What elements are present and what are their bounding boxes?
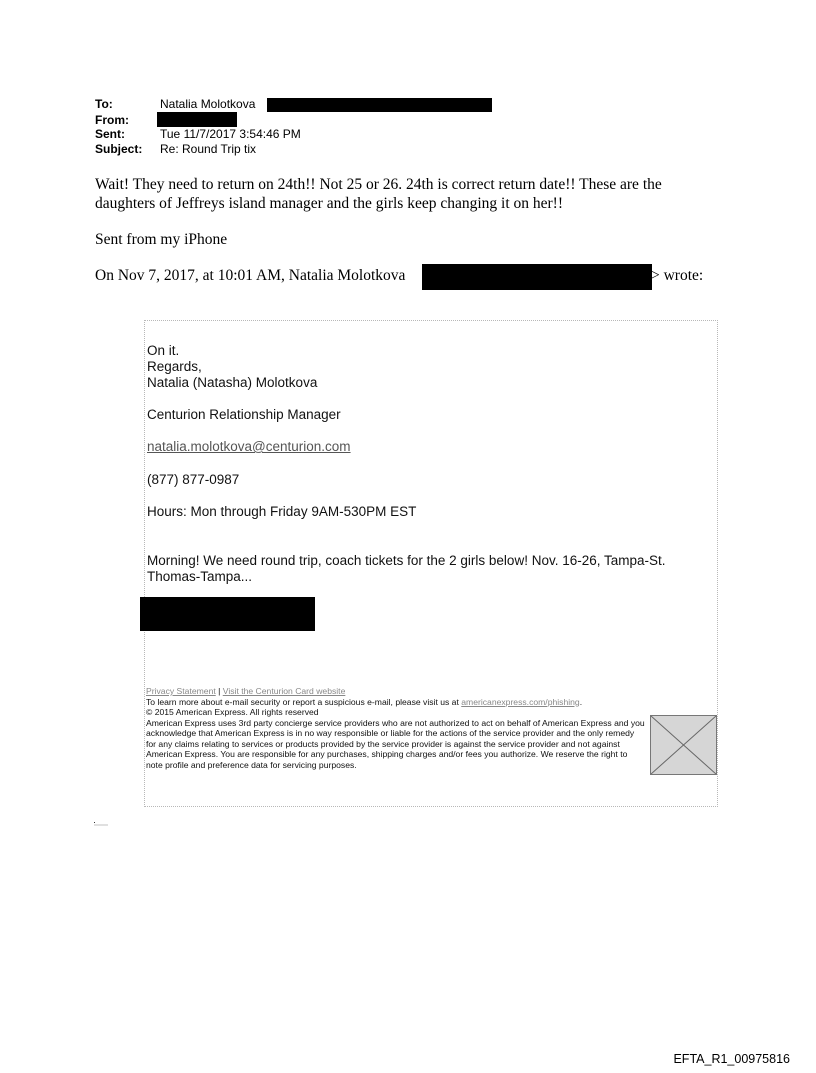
footer-copyright: © 2015 American Express. All rights reserved — [146, 707, 319, 717]
amex-footer — [146, 686, 646, 770]
stray-mark — [94, 822, 108, 826]
quoted-line-regards: Regards, — [147, 359, 202, 374]
footer-disclaimer: American Express uses 3rd party concierge service providers who are not authorized to act on behalf of American Express and you acknowledge that American Express is in no way responsible or liable for the actions of the service provider and the only remedy for any claims relating to services or products provided by the service provider is against the service provider and not against American Express. You are responsible for any purchases, shipping charges and/or fees you authorize. We reserve the right to note profile and preference data for servicing purposes. — [146, 717, 645, 770]
footer-separator: | — [218, 686, 221, 696]
privacy-statement-link[interactable]: Privacy Statement — [146, 686, 216, 696]
footer-security-text: To learn more about e-mail security or report a suspicious e-mail, please visit us at — [146, 696, 459, 707]
to-value: Natalia Molotkova — [160, 97, 256, 111]
quoted-job-title: Centurion Relationship Manager — [147, 407, 341, 422]
phishing-link[interactable]: americanexpress.com/phishing — [461, 696, 580, 707]
quoted-request-line1: Morning! We need round trip, coach tickets for the 2 girls below! Nov. 16-26, Tampa-St. — [147, 553, 666, 568]
quoted-email-link[interactable]: natalia.molotkova@centurion.com — [147, 439, 351, 454]
document-id: EFTA_R1_00975816 — [673, 1052, 790, 1066]
redaction-quote-email — [422, 264, 652, 290]
quote-wrote: > wrote: — [651, 267, 704, 284]
quote-intro: On Nov 7, 2017, at 10:01 AM, Natalia Molotkova — [95, 267, 406, 284]
broken-image-icon — [650, 715, 717, 775]
quoted-line-on-it: On it. — [147, 343, 180, 358]
signature: Sent from my iPhone — [95, 231, 228, 248]
sent-value: Tue 11/7/2017 3:54:46 PM — [160, 127, 301, 141]
visit-centurion-link[interactable]: Visit the Centurion Card website — [222, 686, 346, 696]
quoted-sender-name: Natalia (Natasha) Molotkova — [147, 375, 318, 390]
subject-value: Re: Round Trip tix — [160, 142, 257, 156]
footer-period: . — [579, 696, 583, 707]
subject-label: Subject: — [95, 142, 143, 156]
body-paragraph: Wait! They need to return on 24th!! Not 25 or 26. 24th is correct return date!! These are the daughters of Jeffreys island manager and the girls keep changing it on her!! — [95, 176, 662, 212]
image-placeholder-cross — [651, 716, 716, 774]
to-label: To: — [95, 97, 113, 111]
quoted-phone: (877) 877-0987 — [147, 472, 240, 487]
redaction-from — [157, 112, 237, 127]
footer-security-row — [146, 697, 646, 708]
redaction-to-email — [267, 98, 492, 112]
quoted-request-line2: Thomas-Tampa... — [147, 569, 253, 584]
from-label: From: — [95, 113, 129, 127]
footer-links-row — [146, 686, 646, 697]
quoted-hours: Hours: Mon through Friday 9AM-530PM EST — [147, 504, 417, 519]
redaction-names — [140, 597, 315, 631]
sent-label: Sent: — [95, 127, 125, 141]
